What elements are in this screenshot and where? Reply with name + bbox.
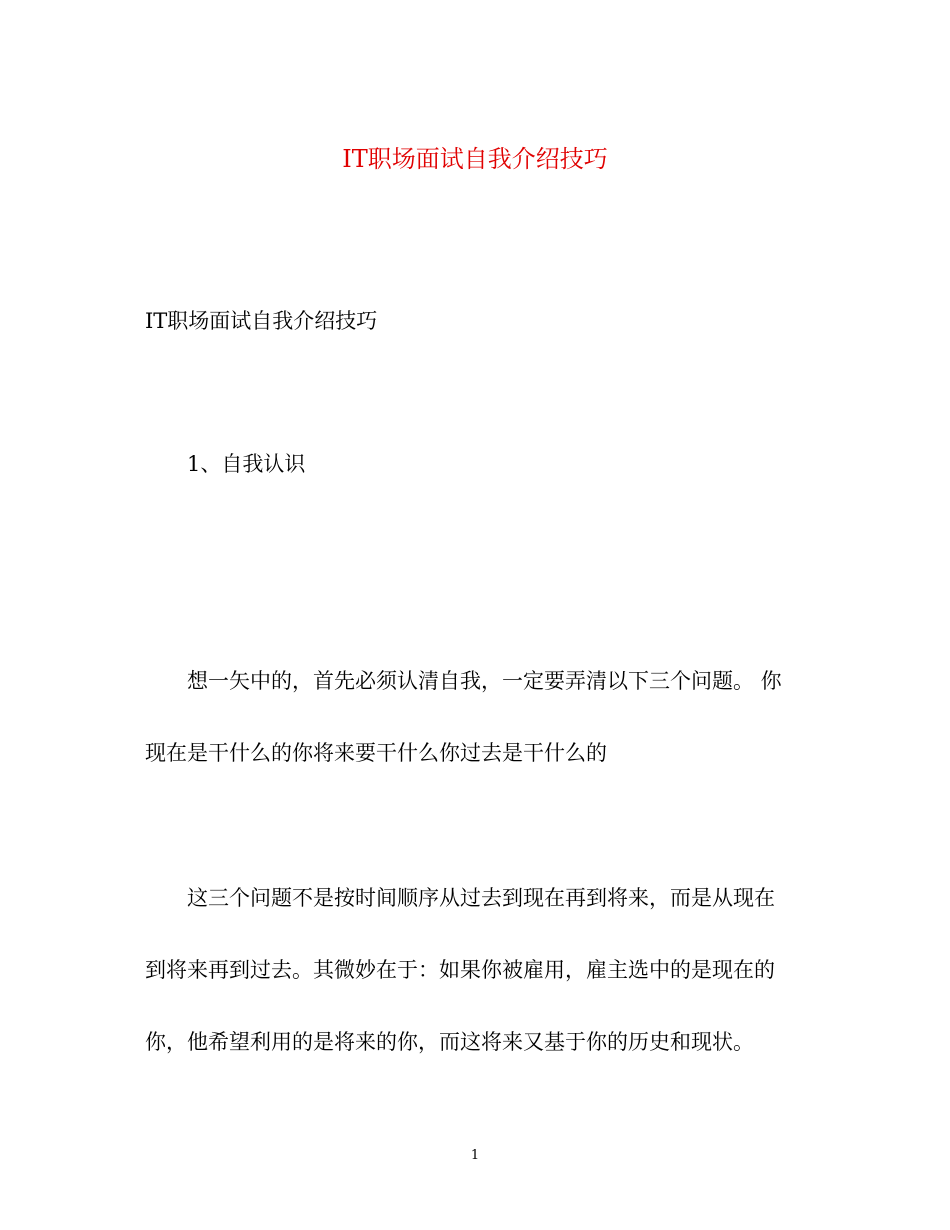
paragraph2-line2: 到将来再到过去。其微妙在于：如果你被雇用，雇主选中的是现在的	[145, 958, 775, 982]
paragraph1-line1: 想一矢中的，首先必须认清自我，一定要弄清以下三个问题。 你	[187, 669, 782, 693]
paragraph2-line1: 这三个问题不是按时间顺序从过去到现在再到将来，而是从现在	[187, 886, 775, 910]
document-title: IT职场面试自我介绍技巧	[342, 145, 608, 173]
document-subtitle: IT职场面试自我介绍技巧	[145, 309, 378, 333]
page-number: 1	[470, 1148, 480, 1163]
section-heading: 1、自我认识	[187, 452, 306, 476]
paragraph2-line3: 你，他希望利用的是将来的你，而这将来又基于你的历史和现状。	[145, 1030, 754, 1054]
paragraph1-line2: 现在是干什么的你将来要干什么你过去是干什么的	[145, 741, 607, 765]
